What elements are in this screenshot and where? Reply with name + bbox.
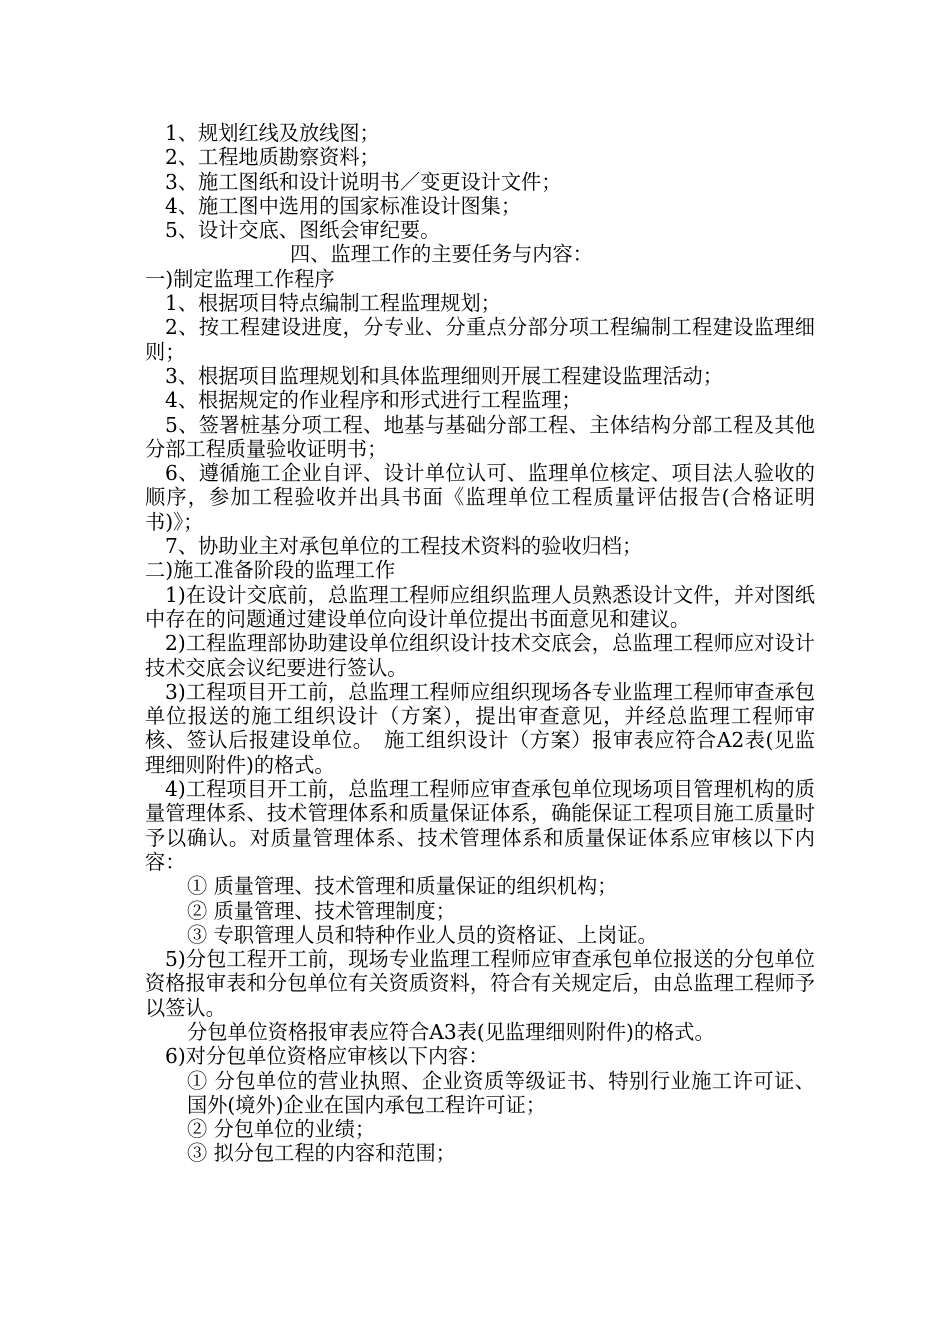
paragraph: 3)工程项目开工前，总监理工程师应组织现场各专业监理工程师审查承包单位报送的施工组织设计（方案），提出审查意见，并经总监理工程师审核、签认后报建设单位。 施工组织设计（方案）报审表应符合A2表(见监理细则附件)的格式。 <box>145 679 815 777</box>
paragraph: 分包单位资格报审表应符合A3表(见监理细则附件)的格式。 <box>187 1019 715 1044</box>
list-item: ① 分包单位的营业执照、企业资质等级证书、特别行业施工许可证、国外(境外)企业在国内承包工程许可证； <box>187 1068 815 1117</box>
paragraph: 4)工程项目开工前，总监理工程师应审查承包单位现场项目管理机构的质量管理体系、技术管理体系和质量保证体系，确能保证工程项目施工质量时予以确认。对质量管理体系、技术管理体系和质量保证体系应审核以下内容： <box>145 777 815 874</box>
list-item: 2、按工程建设进度，分专业、分重点分部分项工程编制工程建设监理细则； <box>145 315 815 364</box>
list-item: 6、遵循施工企业自评、设计单位认可、监理单位核定、项目法人验收的顺序，参加工程验收并出具书面《监理单位工程质量评估报告(合格证明书)》； <box>145 461 815 534</box>
list-item: 4、根据规定的作业程序和形式进行工程监理； <box>165 388 582 413</box>
paragraph: 1)在设计交底前，总监理工程师应组织监理人员熟悉设计文件，并对图纸中存在的问题通过建设单位向设计单位提出书面意见和建议。 <box>145 582 815 631</box>
list-item: ① 质量管理、技术管理和质量保证的组织机构； <box>187 874 618 899</box>
list-item: ③ 拟分包工程的内容和范围； <box>187 1141 456 1166</box>
list-item: ② 分包单位的业绩； <box>187 1117 376 1142</box>
paragraph: 6)对分包单位资格应审核以下内容： <box>165 1044 489 1069</box>
list-item: 5、签署桩基分项工程、地基与基础分部工程、主体结构分部工程及其他分部工程质量验收证明书； <box>145 412 815 461</box>
list-item: 3、根据项目监理规划和具体监理细则开展工程建设监理活动； <box>165 363 723 388</box>
paragraph: 2)工程监理部协助建设单位组织设计技术交底会，总监理工程师应对设计技术交底会议纪要进行签认。 <box>145 631 815 680</box>
document-page <box>145 121 815 1166</box>
subsection-title: 一)制定监理工作程序 <box>145 266 335 291</box>
list-item: 3、施工图纸和设计说明书／变更设计文件； <box>165 169 562 194</box>
subsection-title: 二)施工准备阶段的监理工作 <box>145 558 396 583</box>
list-item: 1、根据项目特点编制工程监理规划； <box>165 291 501 316</box>
section-heading: 四、监理工作的主要任务与内容： <box>290 242 593 267</box>
list-item: ③ 专职管理人员和特种作业人员的资格证、上岗证。 <box>187 922 658 947</box>
list-item: 1、规划红线及放线图； <box>165 121 380 145</box>
list-item: 2、工程地质勘察资料； <box>165 145 380 170</box>
list-item: 5、设计交底、图纸会审纪要。 <box>165 218 441 243</box>
list-item: ② 质量管理、技术管理制度； <box>187 898 456 923</box>
list-item: 4、施工图中选用的国家标准设计图集； <box>165 193 522 218</box>
paragraph: 5)分包工程开工前，现场专业监理工程师应审查承包单位报送的分包单位资格报审表和分包单位有关资质资料，符合有关规定后，由总监理工程师予以签认。 <box>145 947 815 1020</box>
list-item: 7、协助业主对承包单位的工程技术资料的验收归档； <box>165 534 643 559</box>
